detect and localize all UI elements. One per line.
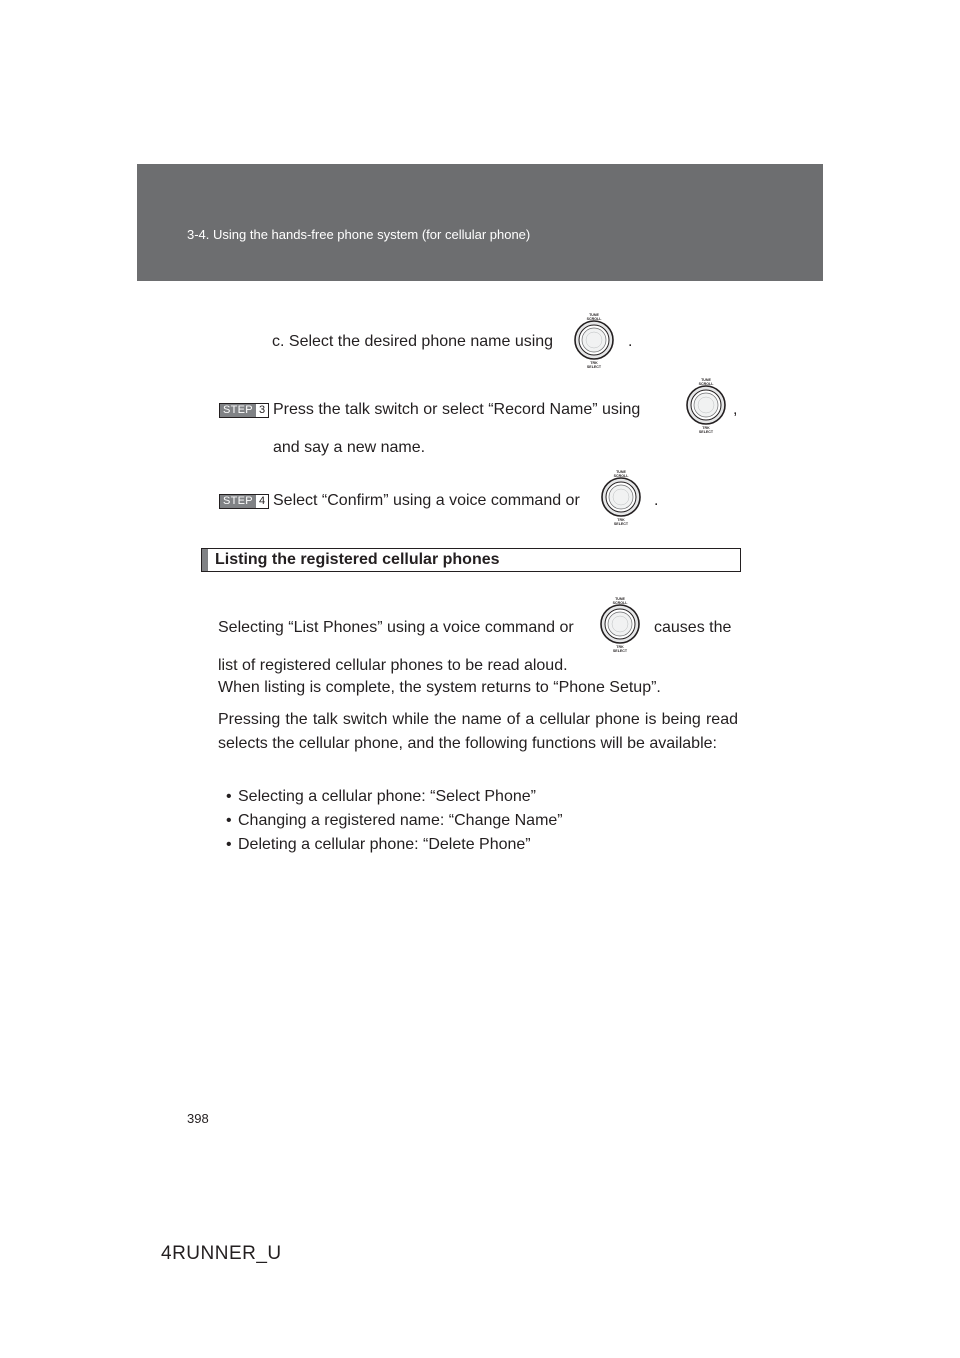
section-header-title: 3-4. Using the hands-free phone system (for cellular phone)	[187, 227, 531, 242]
section-heading-bar	[202, 549, 208, 571]
list-phones-line-2: list of registered cellular phones to be read aloud.	[218, 657, 568, 674]
svg-text:TRK: TRK	[702, 426, 710, 430]
list-item-text: Selecting a cellular phone: “Select Phone”	[238, 788, 536, 805]
list-item	[226, 833, 563, 857]
svg-text:SELECT: SELECT	[698, 430, 714, 434]
step-c-period: .	[628, 333, 633, 350]
step-4-badge	[219, 494, 269, 509]
list-item-text: Changing a registered name: “Change Name”	[238, 812, 563, 829]
step-3-comma: ,	[733, 401, 738, 418]
tune-scroll-knob-icon	[595, 468, 647, 526]
list-item	[226, 785, 563, 809]
svg-text:TUNE: TUNE	[589, 313, 599, 317]
svg-text:TRK: TRK	[617, 518, 625, 522]
tune-scroll-knob-icon	[568, 311, 620, 369]
svg-text:SCROLL: SCROLL	[698, 382, 714, 386]
function-list	[226, 785, 563, 857]
list-phones-line-3: When listing is complete, the system returns to “Phone Setup”.	[218, 679, 661, 696]
svg-text:SELECT: SELECT	[586, 365, 602, 369]
step-4-period: .	[654, 492, 659, 509]
svg-text:SCROLL: SCROLL	[613, 474, 629, 478]
section-heading	[201, 548, 741, 572]
tune-scroll-knob-icon	[594, 595, 646, 653]
step-4-text: Select “Confirm” using a voice command or	[273, 492, 580, 509]
svg-text:TRK: TRK	[590, 361, 598, 365]
footer-model-code: 4RUNNER_U	[161, 1243, 282, 1264]
svg-text:TUNE: TUNE	[615, 597, 625, 601]
svg-text:TUNE: TUNE	[616, 470, 626, 474]
section-heading-title: Listing the registered cellular phones	[215, 551, 500, 568]
step-c-text: c. Select the desired phone name using	[272, 333, 554, 350]
step-3-line-2: and say a new name.	[273, 439, 426, 456]
step-3-badge-label: STEP	[220, 404, 256, 417]
section-header-band	[137, 164, 823, 281]
svg-text:TRK: TRK	[616, 645, 624, 649]
svg-text:SELECT: SELECT	[612, 649, 628, 653]
list-item-text: Deleting a cellular phone: “Delete Phone”	[238, 836, 531, 853]
bullet-icon: •	[226, 812, 232, 829]
page-number: 398	[187, 1111, 209, 1126]
step-3-badge	[219, 403, 269, 418]
talk-switch-paragraph: Pressing the talk switch while the name of a cellular phone is being read selects the cellular phone, and the following functions will be available:	[218, 711, 738, 752]
svg-text:SELECT: SELECT	[613, 522, 629, 526]
step-4-badge-number: 4	[256, 495, 268, 508]
step-3-badge-number: 3	[256, 404, 268, 417]
svg-text:SCROLL: SCROLL	[586, 317, 602, 321]
list-item	[226, 809, 563, 833]
bullet-icon: •	[226, 788, 232, 805]
tune-scroll-knob-icon	[680, 376, 732, 434]
svg-text:SCROLL: SCROLL	[612, 601, 628, 605]
list-phones-text-end: causes the	[654, 619, 732, 636]
step-3-line-1: Press the talk switch or select “Record Name” using	[273, 401, 641, 418]
list-phones-text-start: Selecting “List Phones” using a voice command or	[218, 619, 574, 636]
step-4-badge-label: STEP	[220, 495, 256, 508]
svg-text:TUNE: TUNE	[701, 378, 711, 382]
bullet-icon: •	[226, 836, 232, 853]
